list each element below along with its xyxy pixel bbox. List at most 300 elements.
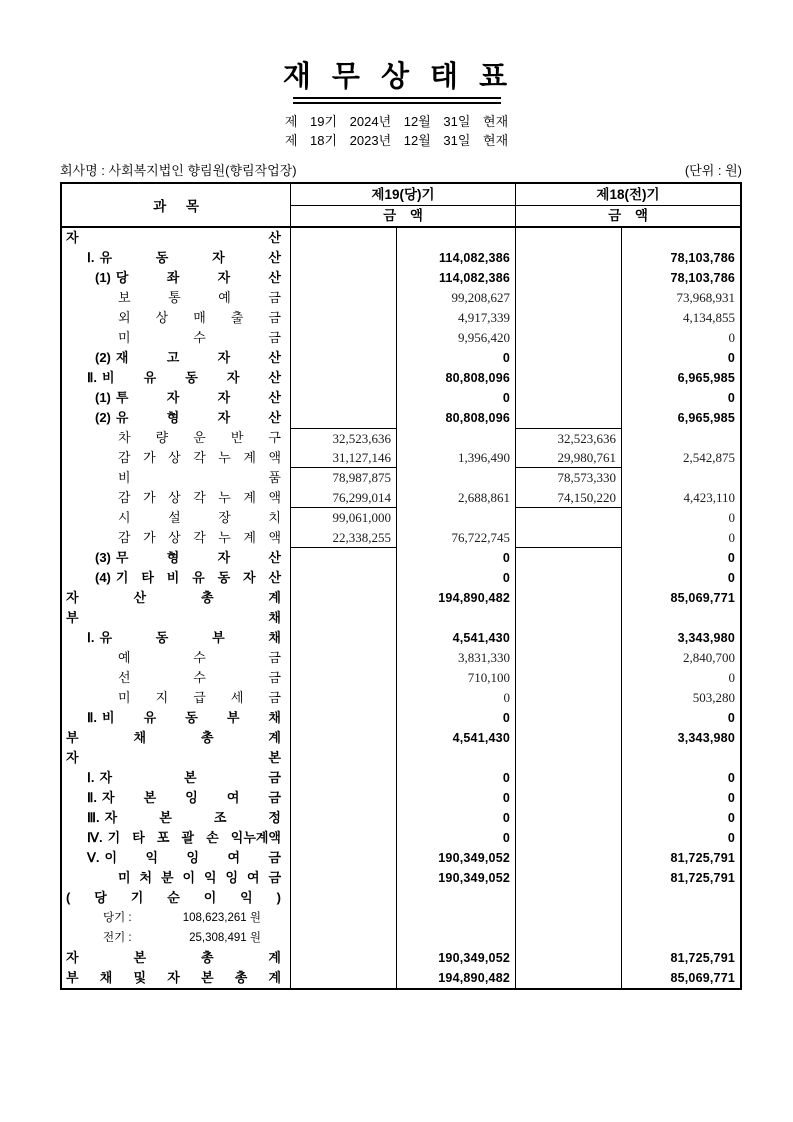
amount-cell: 0 <box>727 831 735 845</box>
table-row <box>62 468 740 488</box>
table-row <box>62 828 740 848</box>
account-prefix: Ⅰ. <box>87 630 95 645</box>
account-label: 재 고 자 산 <box>115 350 281 365</box>
meta-row <box>60 162 742 179</box>
amount-cell: 99,208,627 <box>397 288 516 308</box>
amount-cell: 0 <box>727 711 735 725</box>
table-row <box>62 228 740 248</box>
account-label: 기 타 비 유 동 자 산 <box>115 570 281 585</box>
amount-cell <box>516 248 622 268</box>
amount-cell: 6,965,985 <box>677 371 735 385</box>
account-cell <box>62 548 291 568</box>
amount-cell: 85,069,771 <box>670 971 735 985</box>
account-label: 감 가 상 각 누 계 액 <box>118 450 281 465</box>
table-row <box>62 948 740 968</box>
amount-cell: 4,423,110 <box>683 490 735 505</box>
account-prefix: Ⅴ. <box>87 850 100 865</box>
table-row <box>62 628 740 648</box>
amount-cell: 31,127,146 <box>291 448 397 468</box>
account-cell <box>62 868 291 888</box>
account-cell <box>62 348 291 368</box>
account-label: 비 유 동 자 산 <box>102 370 281 385</box>
amount-cell: 29,980,761 <box>516 448 622 468</box>
amount-cell <box>516 348 622 368</box>
table-row <box>62 668 740 688</box>
amount-cell: 76,722,745 <box>397 528 516 548</box>
page-title: 재 무 상 태 표 <box>282 61 511 93</box>
amount-cell <box>291 588 397 608</box>
account-prefix: Ⅱ. <box>87 370 98 385</box>
amount-cell: 76,299,014 <box>291 488 397 508</box>
amount-cell <box>516 608 622 628</box>
amount-cell <box>622 468 740 488</box>
amount-cell: 81,725,791 <box>670 851 735 865</box>
amount-cell: 0 <box>727 391 735 405</box>
amount-cell <box>622 928 740 948</box>
account-cell <box>62 288 291 308</box>
amount-cell <box>516 688 622 708</box>
amount-cell <box>516 408 622 428</box>
period1-label: 제19(당)기 <box>291 184 515 206</box>
amount-cell: 78,103,786 <box>670 251 735 265</box>
table-row <box>62 868 740 888</box>
amount-cell <box>291 328 397 348</box>
table-row <box>62 588 740 608</box>
company-name: 회사명 : 사회복지법인 향림원(향림작업장) <box>60 163 297 178</box>
amount-cell <box>516 648 622 668</box>
account-label: 유 동 부 채 <box>99 630 281 645</box>
amount-cell <box>291 268 397 288</box>
account-cell <box>62 768 291 788</box>
net-income-note-value: 108,623,261 원 <box>182 912 261 924</box>
amount-cell: 2,688,861 <box>397 488 516 508</box>
amount-cell: 0 <box>727 551 735 565</box>
account-cell <box>62 808 291 828</box>
account-cell <box>62 648 291 668</box>
net-income-note-label: 전기 : <box>103 932 132 944</box>
account-cell <box>62 448 291 468</box>
amount-cell: 99,061,000 <box>291 508 397 528</box>
amount-cell <box>516 728 622 748</box>
table-row <box>62 648 740 668</box>
amount-cell: 4,917,339 <box>397 308 516 328</box>
account-cell <box>62 668 291 688</box>
amount-cell <box>516 748 622 768</box>
account-cell <box>62 328 291 348</box>
account-label: 당 좌 자 산 <box>115 270 281 285</box>
account-cell <box>62 368 291 388</box>
account-cell <box>62 588 291 608</box>
amount-cell <box>516 308 622 328</box>
table-row <box>62 328 740 348</box>
amount-cell: 0 <box>397 708 516 728</box>
table-row <box>62 288 740 308</box>
amount-cell <box>291 748 397 768</box>
account-cell <box>62 948 291 968</box>
account-prefix: Ⅱ. <box>87 790 98 805</box>
account-prefix: (2) <box>95 410 111 425</box>
account-label: 무 형 자 산 <box>115 550 281 565</box>
account-label: 자 본 조 정 <box>104 810 281 825</box>
table-row <box>62 608 740 628</box>
amount-cell: 0 <box>728 510 735 525</box>
account-prefix: (2) <box>95 350 111 365</box>
table-row <box>62 448 740 468</box>
amount-cell <box>291 628 397 648</box>
account-prefix: (1) <box>95 270 111 285</box>
table-row <box>62 888 740 908</box>
amount-cell <box>516 808 622 828</box>
amount-cell: 0 <box>728 530 735 545</box>
table-row <box>62 268 740 288</box>
amount-cell <box>516 848 622 868</box>
account-cell <box>62 268 291 288</box>
account-label: 미 처 분 이 익 잉 여 금 <box>118 870 281 885</box>
amount-cell <box>291 308 397 328</box>
account-label: 예 수 금 <box>118 650 281 665</box>
amount-cell <box>397 428 516 448</box>
amount-cell <box>516 368 622 388</box>
account-cell <box>62 228 291 248</box>
unit-label: (단위 : 원) <box>684 163 742 178</box>
account-cell <box>62 628 291 648</box>
amount-cell: 0 <box>727 791 735 805</box>
amount-cell: 80,808,096 <box>397 408 516 428</box>
amount-cell: 2,840,700 <box>683 650 735 665</box>
amount-cell <box>516 548 622 568</box>
account-label: 선 수 금 <box>118 670 281 685</box>
amount-cell: 0 <box>727 351 735 365</box>
amount-cell <box>291 608 397 628</box>
amount-cell: 0 <box>397 828 516 848</box>
amount-cell: 9,956,420 <box>397 328 516 348</box>
account-label: 감 가 상 각 누 계 액 <box>118 490 281 505</box>
amount-cell: 3,343,980 <box>677 731 735 745</box>
amount-cell <box>622 228 740 248</box>
amount-cell <box>516 268 622 288</box>
table-row <box>62 928 740 948</box>
amount-cell <box>516 568 622 588</box>
account-prefix: (3) <box>95 550 111 565</box>
table-row <box>62 688 740 708</box>
amount-cell <box>622 908 740 928</box>
account-cell <box>62 748 291 768</box>
amount-cell <box>516 908 622 928</box>
amount-cell <box>291 248 397 268</box>
account-cell <box>62 568 291 588</box>
account-prefix: Ⅱ. <box>87 710 98 725</box>
amount-cell <box>291 808 397 828</box>
amount-cell <box>291 568 397 588</box>
account-column-header: 과 목 <box>62 184 291 226</box>
table-row <box>62 348 740 368</box>
amount-cell: 74,150,220 <box>516 488 622 508</box>
amount-cell <box>291 928 397 948</box>
account-cell <box>62 508 291 528</box>
amount-cell: 32,523,636 <box>291 428 397 448</box>
table-row <box>62 568 740 588</box>
amount-cell <box>516 868 622 888</box>
amount-cell: 4,541,430 <box>397 628 516 648</box>
amount-cell: 0 <box>397 548 516 568</box>
amount-cell <box>516 508 622 528</box>
account-prefix: Ⅲ. <box>87 810 100 825</box>
amount-cell <box>291 548 397 568</box>
amount-cell: 6,965,985 <box>677 411 735 425</box>
account-label: 자 본 총 계 <box>66 950 281 965</box>
amount-cell <box>291 228 397 248</box>
amount-cell <box>291 768 397 788</box>
amount-cell: 190,349,052 <box>397 868 516 888</box>
amount-cell <box>397 908 516 928</box>
period1-header-group <box>291 184 516 226</box>
account-prefix: Ⅰ. <box>87 770 95 785</box>
table-row <box>62 488 740 508</box>
account-label: 미 수 금 <box>118 330 281 345</box>
table-row <box>62 408 740 428</box>
amount-cell: 0 <box>397 788 516 808</box>
account-cell <box>62 728 291 748</box>
table-row <box>62 968 740 988</box>
account-label: ( 당 기 순 이 익 ) <box>66 890 281 905</box>
amount-cell <box>291 968 397 988</box>
account-label: 미 지 급 세 금 <box>118 690 281 705</box>
table-row <box>62 388 740 408</box>
amount-cell: 2,542,875 <box>683 450 735 465</box>
table-header <box>62 184 740 228</box>
amount-cell <box>516 768 622 788</box>
account-prefix: (4) <box>95 570 111 585</box>
account-label: 보 통 예 금 <box>118 290 281 305</box>
account-label: 비 품 <box>118 470 281 485</box>
table-row <box>62 428 740 448</box>
account-cell <box>62 468 291 488</box>
amount-cell: 0 <box>728 330 735 345</box>
amount-cell: 3,343,980 <box>677 631 735 645</box>
account-label: 자 본 잉 여 금 <box>102 790 281 805</box>
amount-cell <box>291 388 397 408</box>
amount-cell: 73,968,931 <box>676 290 735 305</box>
table-row <box>62 308 740 328</box>
amount-cell <box>622 748 740 768</box>
amount-cell: 78,987,875 <box>291 468 397 488</box>
table-row <box>62 728 740 748</box>
account-cell <box>62 388 291 408</box>
net-income-note-value: 25,308,491 원 <box>189 932 261 944</box>
account-cell <box>62 308 291 328</box>
amount-cell <box>397 748 516 768</box>
account-cell <box>62 888 291 908</box>
account-cell <box>62 608 291 628</box>
amount-cell <box>397 928 516 948</box>
amount-cell: 4,134,855 <box>683 310 735 325</box>
amount-cell: 32,523,636 <box>516 428 622 448</box>
account-cell <box>62 928 291 948</box>
amount-cell <box>291 408 397 428</box>
amount-cell: 194,890,482 <box>397 968 516 988</box>
amount-cell: 81,725,791 <box>670 951 735 965</box>
table-row <box>62 788 740 808</box>
account-label: 자 산 총 계 <box>66 590 281 605</box>
amount-cell <box>516 668 622 688</box>
account-label: 기 타 포 괄 손 익누계액 <box>107 830 281 845</box>
account-label: 투 자 자 산 <box>115 390 281 405</box>
amount-cell <box>291 788 397 808</box>
table-row <box>62 548 740 568</box>
account-label: 유 형 자 산 <box>115 410 281 425</box>
title-double-underline <box>293 97 501 104</box>
amount-cell <box>397 608 516 628</box>
table-row <box>62 248 740 268</box>
account-label: 자 본 금 <box>99 770 281 785</box>
period2-label: 제18(전)기 <box>516 184 740 206</box>
table-row <box>62 528 740 548</box>
period-date-lines <box>0 112 793 150</box>
period-date-line-current: 제 19기 2024년 12월 31일 현재 <box>284 114 509 129</box>
account-cell <box>62 488 291 508</box>
account-cell <box>62 828 291 848</box>
account-label: 이 익 잉 여 금 <box>104 850 281 865</box>
amount-cell <box>291 908 397 928</box>
amount-cell: 503,280 <box>692 690 735 705</box>
amount-cell: 190,349,052 <box>397 948 516 968</box>
account-label: 시 설 장 치 <box>118 510 281 525</box>
amount-cell <box>291 948 397 968</box>
amount-cell: 78,573,330 <box>516 468 622 488</box>
amount-cell: 85,069,771 <box>670 591 735 605</box>
amount-cell: 710,100 <box>397 668 516 688</box>
financial-statement-table <box>60 182 742 990</box>
amount-cell <box>516 788 622 808</box>
amount-cell <box>397 228 516 248</box>
amount-cell <box>516 528 622 548</box>
table-body <box>62 228 740 988</box>
account-prefix: Ⅰ. <box>87 250 95 265</box>
title-block <box>0 0 793 150</box>
account-prefix: Ⅳ. <box>87 830 103 845</box>
account-label: 자 본 <box>66 750 281 765</box>
amount-cell <box>516 828 622 848</box>
table-row <box>62 748 740 768</box>
amount-cell: 194,890,482 <box>397 588 516 608</box>
amount-cell <box>622 608 740 628</box>
amount-cell <box>291 828 397 848</box>
amount-cell <box>516 888 622 908</box>
account-prefix: (1) <box>95 390 111 405</box>
account-cell <box>62 848 291 868</box>
table-row <box>62 508 740 528</box>
amount-cell <box>516 388 622 408</box>
account-label: 감 가 상 각 누 계 액 <box>118 530 281 545</box>
amount-cell <box>622 888 740 908</box>
amount-cell <box>397 468 516 488</box>
table-row <box>62 908 740 928</box>
amount-cell <box>291 708 397 728</box>
amount-cell <box>291 848 397 868</box>
amount-cell: 190,349,052 <box>397 848 516 868</box>
amount-cell: 0 <box>397 768 516 788</box>
account-label: 자 산 <box>66 230 281 245</box>
account-label: 유 동 자 산 <box>99 250 281 265</box>
amount-cell <box>516 928 622 948</box>
amount-cell <box>516 328 622 348</box>
period2-header-group <box>516 184 740 226</box>
account-cell <box>62 408 291 428</box>
account-label: 차 량 운 반 구 <box>118 430 281 445</box>
amount-cell <box>516 708 622 728</box>
amount-cell <box>291 728 397 748</box>
amount-cell: 0 <box>397 808 516 828</box>
amount-cell: 78,103,786 <box>670 271 735 285</box>
amount-cell: 0 <box>397 568 516 588</box>
amount-cell <box>397 508 516 528</box>
amount-cell <box>516 628 622 648</box>
amount-cell <box>291 348 397 368</box>
account-cell <box>62 968 291 988</box>
table-row <box>62 768 740 788</box>
period-date-line-prior: 제 18기 2023년 12월 31일 현재 <box>284 133 509 148</box>
amount-cell: 0 <box>727 811 735 825</box>
amount-cell: 0 <box>397 388 516 408</box>
amount-cell <box>516 968 622 988</box>
amount-cell <box>516 288 622 308</box>
amount-cell <box>516 588 622 608</box>
account-label: 부 채 총 계 <box>66 730 281 745</box>
amount-cell <box>291 688 397 708</box>
account-cell <box>62 528 291 548</box>
amount-cell <box>397 888 516 908</box>
account-cell <box>62 788 291 808</box>
amount-cell: 22,338,255 <box>291 528 397 548</box>
amount-cell: 114,082,386 <box>397 268 516 288</box>
account-label: 부 채 <box>66 610 281 625</box>
amount-cell: 0 <box>397 688 516 708</box>
account-cell <box>62 688 291 708</box>
amount-cell: 0 <box>727 571 735 585</box>
account-cell <box>62 708 291 728</box>
account-label: 부 채 및 자 본 총 계 <box>66 970 281 985</box>
table-row <box>62 708 740 728</box>
table-row <box>62 848 740 868</box>
amount-cell <box>516 948 622 968</box>
amount-cell: 4,541,430 <box>397 728 516 748</box>
amount-cell <box>291 288 397 308</box>
amount-cell: 114,082,386 <box>397 248 516 268</box>
period2-amount-label: 금 액 <box>608 208 648 223</box>
amount-cell: 80,808,096 <box>397 368 516 388</box>
amount-cell: 0 <box>728 670 735 685</box>
amount-cell: 1,396,490 <box>397 448 516 468</box>
table-row <box>62 368 740 388</box>
amount-cell <box>622 428 740 448</box>
account-label: 외 상 매 출 금 <box>118 310 281 325</box>
amount-cell: 0 <box>727 771 735 785</box>
account-label: 비 유 동 부 채 <box>102 710 281 725</box>
net-income-note-label: 당기 : <box>103 912 132 924</box>
account-cell <box>62 248 291 268</box>
amount-cell: 81,725,791 <box>670 871 735 885</box>
table-row <box>62 808 740 828</box>
amount-cell <box>291 648 397 668</box>
amount-cell: 3,831,330 <box>397 648 516 668</box>
amount-cell <box>516 228 622 248</box>
amount-cell <box>291 368 397 388</box>
amount-cell: 0 <box>397 348 516 368</box>
amount-cell <box>291 868 397 888</box>
account-cell <box>62 908 291 928</box>
amount-cell <box>291 888 397 908</box>
account-cell <box>62 428 291 448</box>
